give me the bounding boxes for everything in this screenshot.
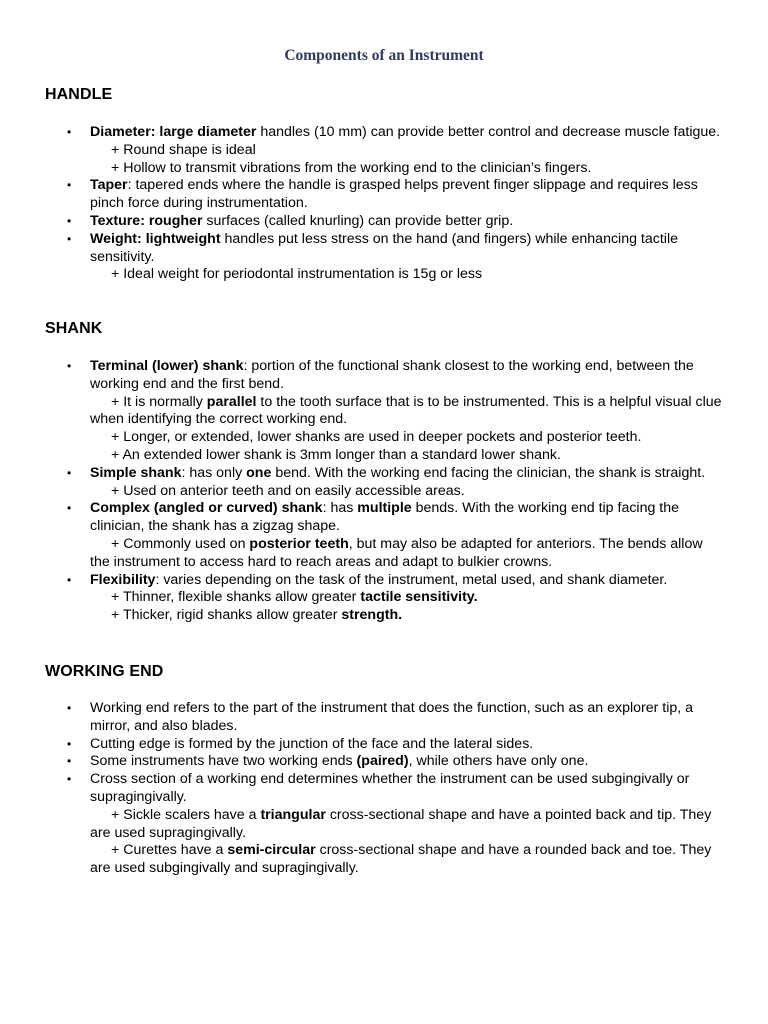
list-item: [0, 358, 768, 465]
sub-item-bold: tactile sensitivity.: [360, 589, 478, 606]
bullet-icon: •: [67, 359, 72, 373]
list-item: [0, 213, 768, 231]
item-bold-2: multiple: [357, 500, 412, 517]
bullet-icon: •: [67, 501, 72, 516]
item-text: : tapered ends where the handle is grasped helps prevent finger slippage and requires less pinch force during instrumentation.: [90, 177, 698, 212]
shank-list: [0, 358, 768, 625]
sub-item-lead: + Sickle scalers have a: [111, 806, 261, 823]
item-bold: Diameter: large diameter: [90, 124, 257, 140]
sub-item: + Round shape is ideal: [111, 141, 256, 158]
section-heading-working-end: WORKING END: [45, 663, 164, 680]
item-text-2: bends. With the working end tip facing the clinician, the shank has a zigzag shape.: [90, 500, 680, 535]
bullet-icon: •: [67, 465, 72, 480]
item-text: surfaces (called knurling) can provide better grip.: [202, 212, 514, 229]
bullet-icon: •: [67, 178, 72, 193]
sub-item-lead: + It is normally: [111, 393, 207, 410]
sub-item: [90, 607, 724, 625]
sub-item-lead: + Curettes have a: [111, 842, 228, 859]
item-text: : portion of the functional shank closest to the working end, between the working end and the first bend.: [90, 358, 694, 392]
sub-item-text: to the tooth surface that is to be instrumented. This is a helpful visual clue when identifying the correct working end.: [90, 393, 722, 428]
item-text: handles (10 mm) can provide better control and decrease muscle fatigue.: [256, 124, 721, 140]
bullet-icon: •: [67, 572, 72, 587]
sub-item-lead: + Thinner, flexible shanks allow greater: [111, 589, 361, 606]
list-item: [0, 771, 768, 878]
item-text: Cross section of a working end determines whether the instrument can be used subgingivally or supragingivally.: [90, 771, 690, 805]
list-item: [0, 231, 768, 284]
sub-item-lead: + Thicker, rigid shanks allow greater: [111, 607, 342, 624]
item-bold: Taper: [90, 177, 128, 194]
sub-item: [90, 589, 724, 607]
sub-item: + An extended lower shank is 3mm longer than a standard lower shank.: [111, 446, 561, 463]
item-bold: Simple shank: [90, 464, 182, 481]
sub-item-bold: parallel: [206, 393, 257, 410]
item-text: Working end refers to the part of the instrument that does the function, such as an explorer tip, a mirror, and also blades.: [90, 700, 694, 734]
working-end-list: [0, 700, 768, 878]
handle-list: [0, 124, 768, 284]
bullet-icon: •: [67, 772, 72, 787]
item-text-2: bend. With the working end facing the clinician, the shank is straight.: [271, 464, 706, 481]
item-bold: Complex (angled or curved) shank: [90, 500, 323, 517]
item-text: : has: [322, 500, 358, 517]
section-heading-handle: HANDLE: [45, 86, 113, 103]
list-item: [0, 124, 768, 177]
section-heading-shank: SHANK: [45, 320, 103, 337]
list-item: [0, 572, 768, 625]
sub-item-bold: triangular: [260, 806, 326, 823]
item-bold: Flexibility: [90, 571, 156, 588]
list-item: [0, 700, 768, 736]
sub-item-text: , but may also be adapted for anteriors. The bends allow the instrument to access hard to reach areas and adapt to bulkier crowns.: [90, 535, 703, 570]
sub-item-bold: strength.: [341, 607, 403, 624]
list-item: [0, 736, 768, 754]
bullet-icon: •: [67, 754, 72, 769]
item-text-2: , while others have only one.: [408, 753, 589, 770]
item-text: handles put less stress on the hand (and fingers) while enhancing tactile sensitivity.: [90, 230, 678, 265]
list-item: [0, 753, 768, 771]
list-item: [0, 465, 768, 501]
item-bold-2: (paired): [356, 753, 409, 770]
item-bold: Texture: rougher: [90, 212, 203, 229]
item-text: : has only: [181, 464, 247, 481]
bullet-icon: •: [67, 736, 72, 751]
sub-item-text: cross-sectional shape and have a pointed back and tip. They are used supragingivally.: [90, 806, 712, 841]
sub-item: + Longer, or extended, lower shanks are used in deeper pockets and posterior teeth.: [111, 429, 642, 446]
bullet-icon: •: [67, 213, 72, 228]
sub-item-text: cross-sectional shape and have a rounded back and toe. They are used subgingivally and supragingivally.: [90, 842, 712, 877]
sub-item: + Used on anterior teeth and on easily accessible areas.: [111, 482, 465, 499]
sub-item-lead: + Commonly used on: [111, 535, 250, 552]
bullet-icon: •: [67, 701, 72, 715]
item-text: Some instruments have two working ends: [90, 753, 357, 770]
item-text: : varies depending on the task of the instrument, metal used, and shank diameter.: [155, 571, 668, 588]
bullet-icon: •: [67, 125, 72, 139]
bullet-icon: •: [67, 231, 72, 246]
item-text: Cutting edge is formed by the junction of the face and the lateral sides.: [90, 735, 534, 752]
item-bold: Terminal (lower) shank: [90, 358, 244, 374]
item-bold-2: one: [246, 464, 272, 481]
sub-item-bold: semi-circular: [227, 842, 316, 859]
item-bold: Weight: lightweight: [90, 230, 221, 247]
sub-item: + Ideal weight for periodontal instrumentation is 15g or less: [111, 266, 483, 283]
sub-item-bold: posterior teeth: [249, 535, 349, 552]
list-item: [0, 177, 768, 213]
sub-item: + Hollow to transmit vibrations from the working end to the clinician’s fingers.: [111, 159, 592, 176]
page-title: Components of an Instrument: [284, 47, 484, 64]
list-item: [0, 500, 768, 571]
